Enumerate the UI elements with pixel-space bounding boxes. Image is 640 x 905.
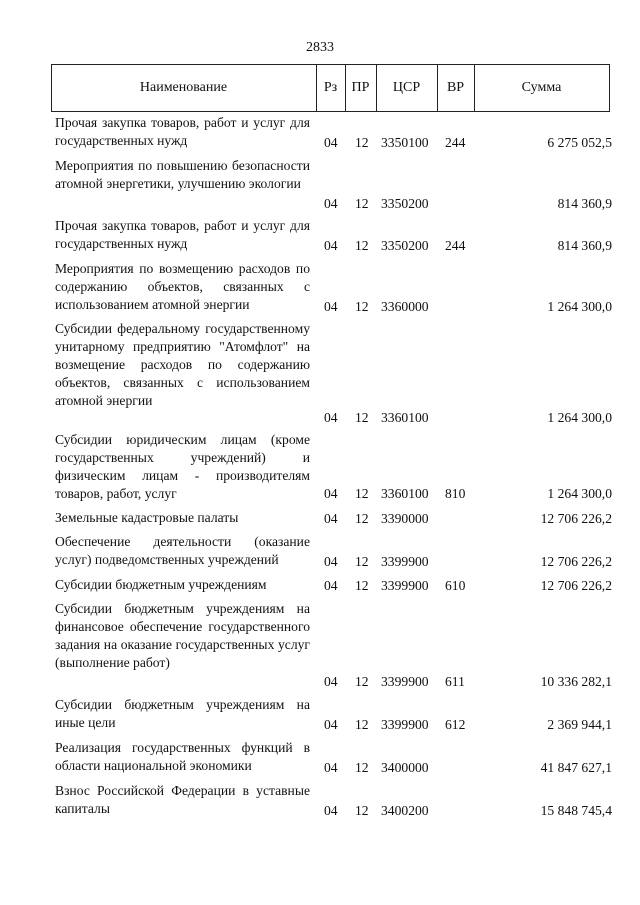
header-divider: [609, 64, 610, 111]
row-vr: 612: [445, 717, 466, 732]
row-pr: 12: [355, 578, 369, 593]
row-name: Взнос Российской Федерации в уставные капиталы: [55, 783, 310, 817]
row-sum: 814 360,9: [557, 238, 612, 253]
row-pr: 12: [355, 674, 369, 689]
row-rz: 04: [324, 196, 338, 211]
row-name: Мероприятия по возмещению расходов по содержанию объектов, связанных с использованием атомной энергии: [55, 261, 310, 313]
row-pr: 12: [355, 299, 369, 314]
row-csr: 3399900: [381, 578, 429, 593]
table-row: [0, 600, 640, 691]
row-rz: 04: [324, 578, 338, 593]
row-name: Мероприятия по повышению безопасности атомной энергетики, улучшению экологии: [55, 158, 310, 192]
row-pr: 12: [355, 511, 369, 526]
row-csr: 3400200: [381, 803, 429, 818]
row-vr: 610: [445, 578, 466, 593]
row-sum: 1 264 300,0: [547, 486, 612, 501]
row-pr: 12: [355, 760, 369, 775]
row-pr: 12: [355, 135, 369, 150]
row-name: Субсидии бюджетным учреждениям: [55, 577, 267, 592]
row-vr: 611: [445, 674, 465, 689]
row-sum: 12 706 226,2: [540, 554, 612, 569]
row-sum: 814 360,9: [557, 196, 612, 211]
row-rz: 04: [324, 135, 338, 150]
row-csr: 3399900: [381, 674, 429, 689]
table-row: [0, 217, 640, 255]
table-row: [0, 114, 640, 152]
row-csr: 3360100: [381, 410, 429, 425]
row-sum: 2 369 944,1: [547, 717, 612, 732]
row-csr: 3400000: [381, 760, 429, 775]
row-sum: 41 847 627,1: [540, 760, 612, 775]
row-pr: 12: [355, 196, 369, 211]
row-rz: 04: [324, 511, 338, 526]
header-sum: Сумма: [521, 80, 562, 95]
row-rz: 04: [324, 717, 338, 732]
row-sum: 1 264 300,0: [547, 299, 612, 314]
header-name: Наименование: [139, 80, 228, 95]
row-rz: 04: [324, 486, 338, 501]
table-row: [0, 576, 640, 595]
row-pr: 12: [355, 238, 369, 253]
row-rz: 04: [324, 760, 338, 775]
row-pr: 12: [355, 717, 369, 732]
row-rz: 04: [324, 238, 338, 253]
row-rz: 04: [324, 554, 338, 569]
row-name: Субсидии бюджетным учреждениям на финансовое обеспечение государственного задания на оказание государственных услуг (выполнение работ): [55, 601, 310, 671]
header-csr: ЦСР: [392, 80, 421, 95]
row-vr: 244: [445, 238, 466, 253]
header-bottom-rule: [51, 111, 610, 112]
row-csr: 3399900: [381, 717, 429, 732]
row-csr: 3399900: [381, 554, 429, 569]
row-csr: 3350200: [381, 238, 429, 253]
row-csr: 3350100: [381, 135, 429, 150]
row-sum: 12 706 226,2: [540, 578, 612, 593]
row-pr: 12: [355, 554, 369, 569]
row-sum: 10 336 282,1: [540, 674, 612, 689]
table-row: [0, 739, 640, 777]
row-name: Прочая закупка товаров, работ и услуг для государственных нужд: [55, 218, 310, 252]
table-row: [0, 696, 640, 734]
header-vr: ВР: [446, 80, 465, 95]
row-csr: 3350200: [381, 196, 429, 211]
row-name: Субсидии федеральному государственному унитарному предприятию "Атомфлот" на возмещение расходов по содержанию объектов, связанных с использованием атомной энергии: [55, 321, 310, 409]
row-csr: 3390000: [381, 511, 429, 526]
table-row: [0, 533, 640, 571]
row-rz: 04: [324, 410, 338, 425]
table-row: [0, 260, 640, 316]
row-name: Обеспечение деятельности (оказание услуг) подведомственных учреждений: [55, 534, 310, 568]
header-pr: ПР: [351, 80, 370, 95]
row-vr: 244: [445, 135, 466, 150]
row-rz: 04: [324, 674, 338, 689]
row-pr: 12: [355, 803, 369, 818]
row-rz: 04: [324, 299, 338, 314]
table-row: [0, 509, 640, 528]
row-name: Субсидии юридическим лицам (кроме государственных учреждений) и физическим лицам - производителям товаров, работ, услуг: [55, 432, 310, 502]
table-row: [0, 320, 640, 427]
table-row: [0, 157, 640, 213]
header-rz: Рз: [323, 80, 338, 95]
row-pr: 12: [355, 410, 369, 425]
row-sum: 15 848 745,4: [540, 803, 612, 818]
row-sum: 12 706 226,2: [540, 511, 612, 526]
row-csr: 3360100: [381, 486, 429, 501]
table-row: [0, 431, 640, 503]
row-name: Субсидии бюджетным учреждениям на иные цели: [55, 697, 310, 731]
page-number: 2833: [306, 40, 334, 55]
row-vr: 810: [445, 486, 466, 501]
row-csr: 3360000: [381, 299, 429, 314]
row-sum: 6 275 052,5: [547, 135, 612, 150]
row-sum: 1 264 300,0: [547, 410, 612, 425]
row-pr: 12: [355, 486, 369, 501]
row-rz: 04: [324, 803, 338, 818]
row-name: Прочая закупка товаров, работ и услуг для государственных нужд: [55, 115, 310, 149]
row-name: Земельные кадастровые палаты: [55, 510, 239, 525]
table-row: [0, 782, 640, 820]
row-name: Реализация государственных функций в области национальной экономики: [55, 740, 310, 774]
